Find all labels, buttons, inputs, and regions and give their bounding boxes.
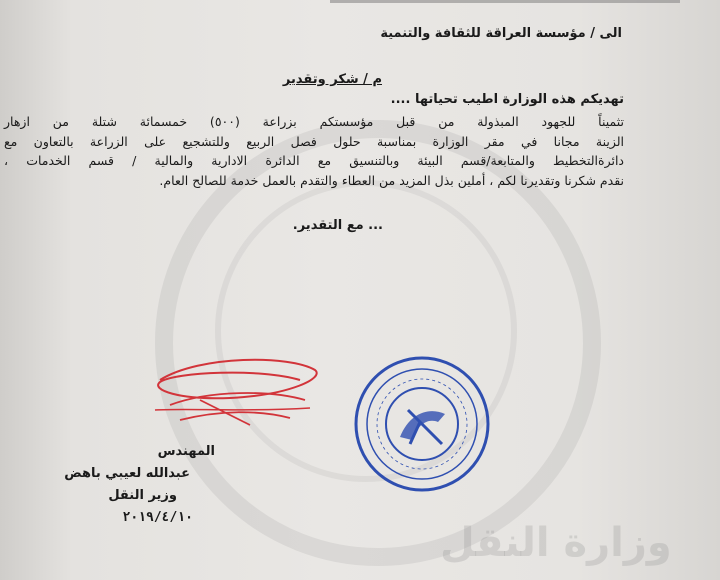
signatory-name: عبدالله لعيبي باهض — [64, 466, 190, 481]
greeting-line: تهديكم هذه الوزارة اطيب تحياتها .... — [390, 92, 624, 107]
handwritten-signature — [140, 350, 330, 440]
subject-line: م / شكر وتقدير — [282, 72, 382, 87]
signatory-position: وزير النقل — [108, 488, 177, 503]
body-line-1: تثميناً للجهود المبذولة من قبل مؤسستكم بزراعة (٥٠٠) خمسمائة شتلة من ازهار — [4, 114, 624, 129]
recipient-line: الى / مؤسسة العراقة للثقافة والتنمية — [380, 26, 622, 41]
top-rule — [330, 0, 680, 3]
body-line-4: نقدم شكرنا وتقديرنا لكم ، أملين بذل المزيد من العطاء والتقدم بالعمل خدمة للصالح العام. — [159, 173, 624, 188]
body-line-3: دائرةالتخطيط والمتابعة/قسم البيئة وبالتنسيق مع الدائرة الادارية والمالية / قسم الخدمات ، — [4, 153, 624, 168]
ministry-stamp — [350, 352, 495, 497]
closing-line: ... مع التقدير. — [292, 218, 383, 233]
signatory-title: المهندس — [157, 444, 215, 459]
signature-date: ٢٠١٩/٤/١٠ — [122, 510, 193, 525]
body-line-2: الزينة مجانا في مقر الوزارة بمناسبة حلول فصل الربيع وللتشجيع على الزراعة بالتعاون مع — [4, 134, 624, 149]
watermark-text: وزارة النقل — [440, 520, 672, 566]
